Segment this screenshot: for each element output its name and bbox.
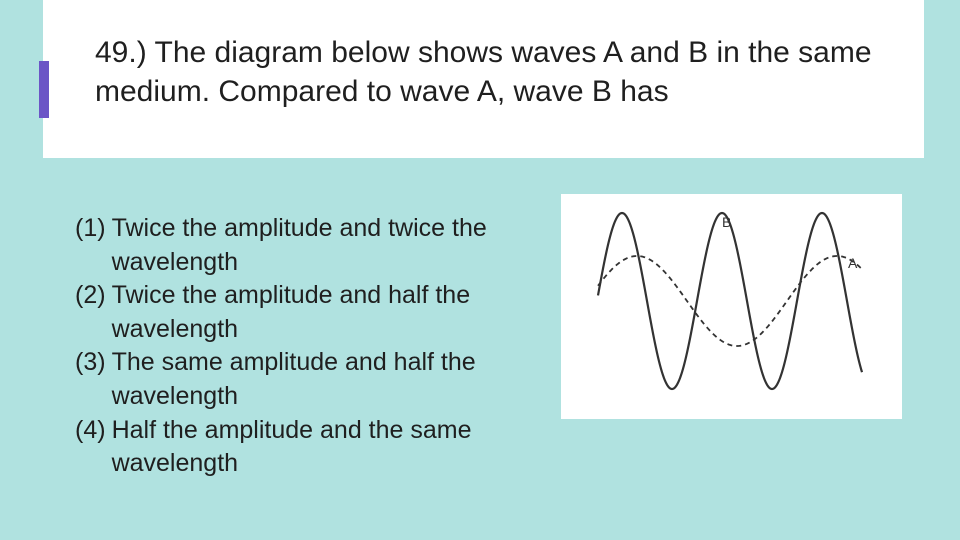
option-text: Twice the amplitude and twice the wavelength <box>111 214 487 276</box>
option-number: (2) <box>75 281 106 310</box>
wave-b-solid-curve <box>598 213 862 389</box>
wave-diagram <box>561 194 902 419</box>
option-text: The same amplitude and half the wavelength <box>111 348 476 410</box>
option-number: (3) <box>75 348 106 377</box>
wave-a-dashed-curve <box>598 256 862 346</box>
answer-option-1[interactable] <box>75 212 505 279</box>
option-text: Half the amplitude and the same wavelength <box>111 415 472 478</box>
question-text: 49.) The diagram below shows waves A and B in the same medium. Compared to wave A, wave B has <box>95 36 872 108</box>
answer-option-4[interactable] <box>75 414 505 481</box>
answer-option-2[interactable] <box>75 279 505 346</box>
accent-bar <box>39 61 49 118</box>
answer-options <box>75 212 505 481</box>
wave-b-label: B <box>722 214 732 230</box>
option-number: (1) <box>75 214 106 242</box>
answer-option-3[interactable] <box>75 346 505 413</box>
option-text: Twice the amplitude and half the wavelength <box>111 281 471 343</box>
wave-a-label: A <box>848 255 858 271</box>
option-number: (4) <box>75 415 106 444</box>
wave-diagram-svg <box>561 194 902 419</box>
